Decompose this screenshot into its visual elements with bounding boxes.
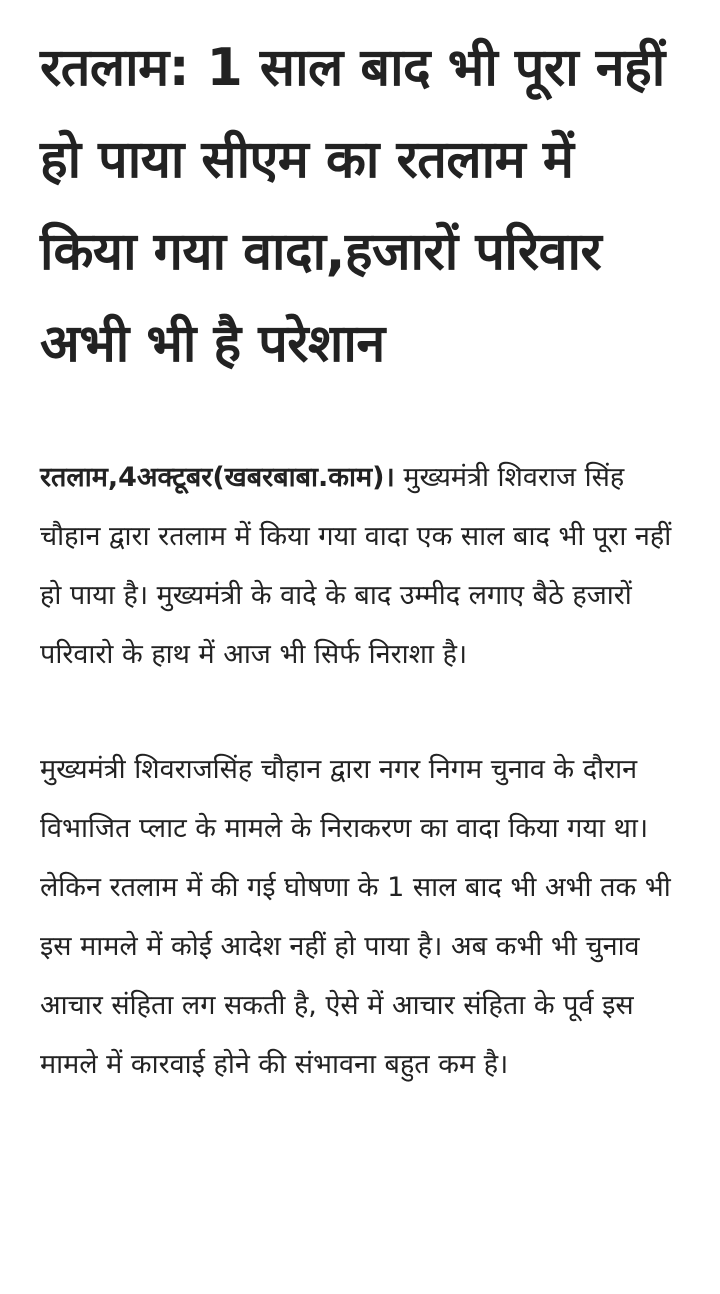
article-paragraph-2: मुख्यमंत्री शिवराजसिंह चौहान द्वारा नगर निगम चुनाव के दौरान विभाजित प्लाट के मामले के निराकरण का वादा किया गया था। लेकिन रतलाम में की गई घोषणा के 1 साल बाद भी अभी तक भी इस मामले में कोई आदेश नहीं हो पाया है। अब कभी भी चुनाव आचार संहिता लग सकती है, ऐसे में आचार संहिता के पूर्व इस मामले में कारवाई होने की संभावना बहुत कम है। xyxy=(40,754,671,1080)
paragraph-1-text: मुख्यमंत्री शिवराज सिंह चौहान द्वारा रतलाम में किया गया वादा एक साल बाद भी पूरा नहीं हो पाया है। मुख्यमंत्री के वादे के बाद उम्मीद लगाए बैठे हजारों परिवारो के हाथ में आज भी सिर्फ निराशा है। xyxy=(40,462,672,670)
article-headline: रतलाम: 1 साल बाद भी पूरा नहीं हो पाया सीएम का रतलाम में किया गया वादा,हजारों परिवार अभी भी है परेशान xyxy=(40,38,665,374)
dateline: रतलाम,4अक्टूबर(खबरबाबा.काम)। xyxy=(40,462,395,493)
article-paragraph-1 xyxy=(40,448,680,684)
